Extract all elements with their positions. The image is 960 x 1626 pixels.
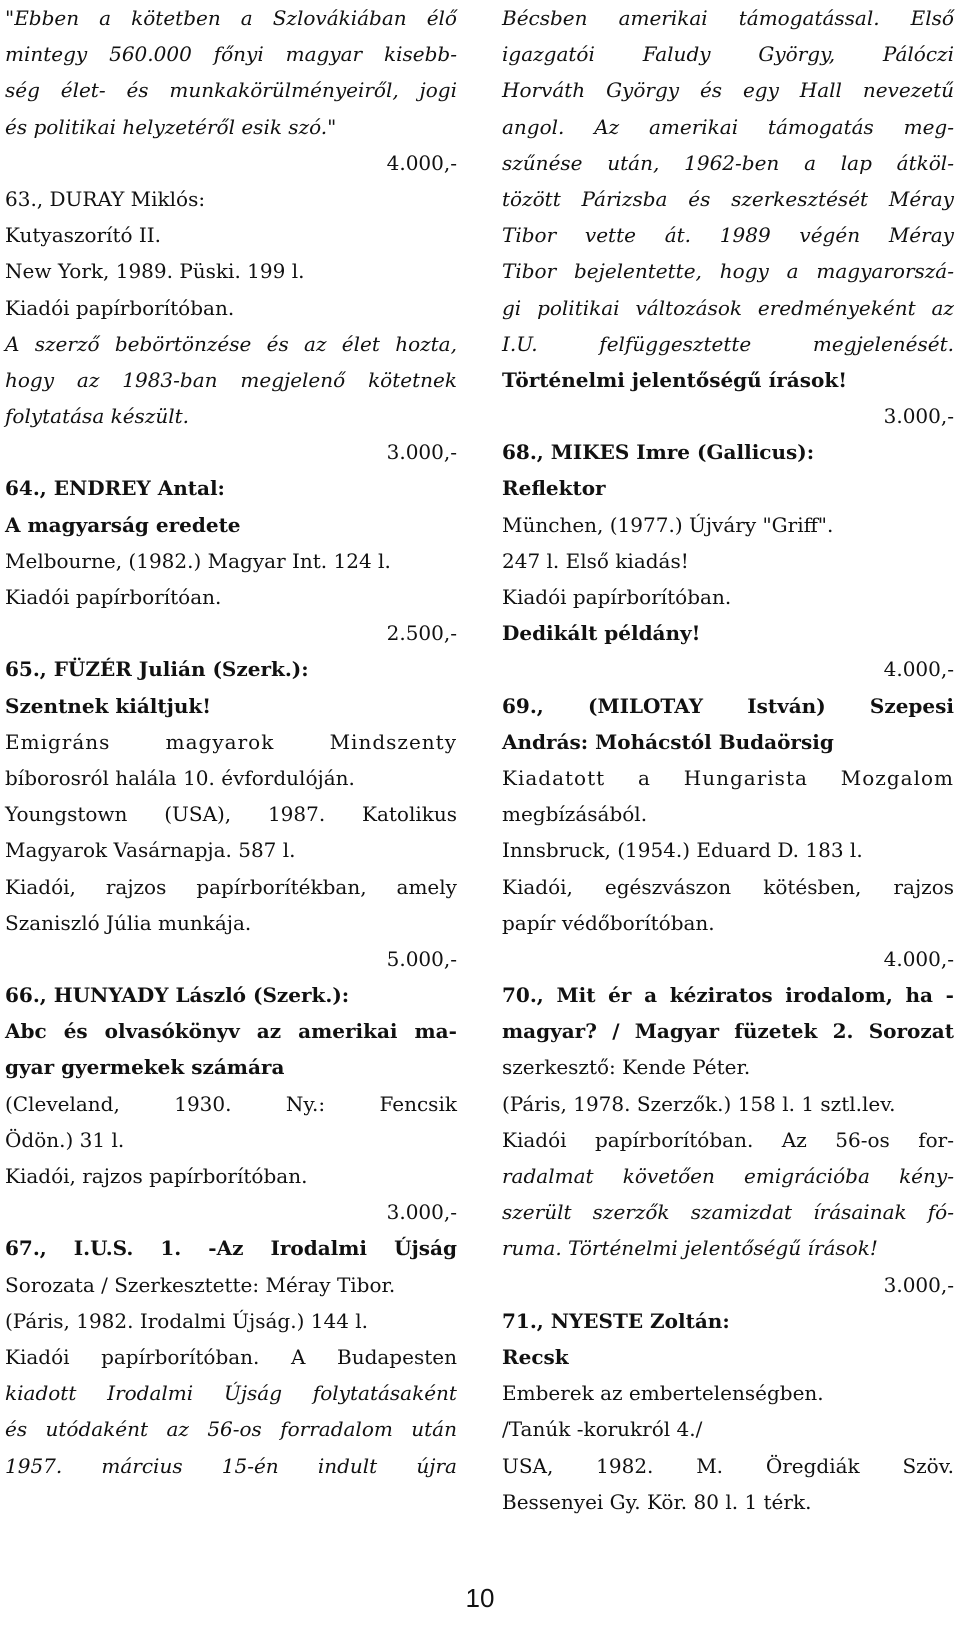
word: kötésben, <box>763 874 862 899</box>
text-line <box>5 796 457 832</box>
word: és <box>63 1019 88 1044</box>
word: magyar <box>285 42 363 67</box>
word: élet <box>341 331 380 356</box>
left-column <box>5 0 457 1484</box>
text-line: Innsbruck, (1954.) Eduard D. 183 l. <box>502 838 863 863</box>
word: gi <box>502 295 522 320</box>
word: papírborítóban. <box>101 1344 260 1369</box>
text-line <box>5 869 457 905</box>
text-line: ruma. Történelmi jelentőségű írások! <box>502 1236 878 1261</box>
text-line: Szentnek kiáltjuk! <box>5 693 212 718</box>
word: magyarorszá- <box>816 259 954 284</box>
word: Méray <box>888 223 954 248</box>
word: Kiadói, <box>502 874 573 899</box>
word: magyar? <box>502 1019 597 1044</box>
word: Újság <box>223 1381 283 1406</box>
word: az <box>304 331 327 356</box>
word: Katolikus <box>362 802 457 827</box>
text-line: Bessenyei Gy. Kör. 80 l. 1 térk. <box>502 1489 812 1514</box>
word: (USA), <box>164 802 232 827</box>
text-line <box>502 869 954 905</box>
word: 2. <box>832 1019 854 1044</box>
word: Szepesi <box>869 693 954 718</box>
text-line: András: Mohácstól Budaörsig <box>502 729 834 754</box>
text-line <box>502 977 954 1013</box>
word: a <box>644 983 658 1008</box>
word: I.U.S. <box>73 1236 134 1261</box>
right-column <box>502 0 954 1520</box>
word: 15-én <box>221 1453 279 1478</box>
word: emigrációba <box>744 1164 870 1188</box>
word: Youngstown <box>5 802 128 827</box>
word: rajzos <box>893 874 954 899</box>
word: Bécsben <box>502 6 588 30</box>
word: angol. <box>502 114 565 139</box>
text-line: Kiadói papírborítóan. <box>5 585 222 609</box>
text-line: folytatása készült. <box>5 404 190 429</box>
text-line <box>5 1375 457 1411</box>
word: a <box>240 6 253 30</box>
text-line: 63., DURAY Miklós: <box>5 186 206 211</box>
word: USA, <box>502 1453 554 1478</box>
word: Sorozat <box>868 1019 954 1044</box>
word: 1982. <box>596 1453 654 1478</box>
text-line: A magyarság eredete <box>5 512 241 537</box>
text-line: Kutyaszorító II. <box>5 223 162 248</box>
text-line: Ödön.) 31 l. <box>5 1127 125 1152</box>
word: március <box>101 1453 183 1478</box>
word: amerikai <box>618 6 708 30</box>
word: ség <box>5 78 40 103</box>
text-line <box>502 688 954 724</box>
word: radalmat <box>502 1164 594 1188</box>
word: Kiadói <box>502 1127 567 1152</box>
word: kötetben <box>131 6 221 30</box>
word: fó- <box>927 1200 954 1225</box>
text-line: 66., HUNYADY László (Szerk.): <box>5 983 350 1008</box>
word: folytatásaként <box>312 1381 457 1406</box>
text-line <box>5 1411 457 1447</box>
text-line <box>502 1013 954 1049</box>
word: István) <box>747 693 826 718</box>
word: 1. <box>160 1236 182 1261</box>
word: az <box>256 1019 282 1044</box>
text-line: Magyarok Vasárnapja. 587 l. <box>5 838 296 863</box>
word: György, <box>758 42 836 67</box>
word: a <box>99 6 112 30</box>
word: szerzők <box>592 1200 670 1225</box>
word: (MILOTAY <box>587 693 704 718</box>
word: Fencsik <box>379 1091 457 1116</box>
word: vette <box>584 223 636 248</box>
word: 1962-ben <box>684 150 780 175</box>
text-line <box>502 109 954 145</box>
word: szűnése <box>502 150 583 175</box>
word: után, <box>607 150 660 175</box>
text-line: München, (1977.) Újváry "Griff". <box>502 512 834 537</box>
word: szerkesztését <box>731 186 869 211</box>
word: Budapesten <box>337 1344 457 1369</box>
text-line: Dedikált példány! <box>502 621 701 646</box>
word: és <box>699 78 723 103</box>
word: lap <box>840 150 872 175</box>
word: élet- <box>60 78 106 103</box>
text-line <box>5 326 457 362</box>
word: a <box>638 765 651 790</box>
word: főnyi <box>213 42 264 67</box>
text-line: 71., NYESTE Zoltán: <box>502 1308 730 1333</box>
price-line: 4.000,- <box>386 150 457 175</box>
word: végén <box>799 223 861 248</box>
word: munkakörülményeiről, <box>169 78 399 103</box>
word: hogy <box>719 259 769 284</box>
text-line: Recsk <box>502 1344 569 1369</box>
word: Magyar <box>634 1019 719 1044</box>
word: - <box>945 983 954 1008</box>
text-line <box>502 181 954 217</box>
word: Kiadói, <box>5 874 76 899</box>
word: átköl- <box>896 150 954 175</box>
word: magyarok <box>165 729 275 754</box>
word: a <box>804 150 817 175</box>
text-line <box>502 1122 954 1158</box>
word: megjelenő <box>240 367 346 392</box>
text-line: New York, 1989. Püski. 199 l. <box>5 259 305 284</box>
word: kiadott <box>5 1381 77 1406</box>
word: politikai <box>537 295 620 320</box>
word: papírborítékban, <box>196 874 367 899</box>
word: szamizdat <box>690 1200 793 1225</box>
word: és <box>688 186 711 211</box>
text-line: Szaniszló Júlia munkája. <box>5 910 252 935</box>
word: újra <box>416 1453 457 1478</box>
word: Emigráns <box>5 729 111 754</box>
price-line: 4.000,- <box>883 946 954 971</box>
text-line: Sorozata / Szerkesztette: Méray Tibor. <box>5 1272 396 1297</box>
text-line <box>502 1448 954 1484</box>
word: rajzos <box>105 874 167 899</box>
word: után <box>411 1417 457 1442</box>
word: bejelentette, <box>573 259 702 284</box>
text-line <box>5 1013 457 1049</box>
word: bebörtönzése <box>114 331 252 356</box>
word: utódaként <box>45 1417 149 1442</box>
word: 1987. <box>267 802 326 827</box>
word: kisebb- <box>384 42 457 67</box>
text-line: papír védőborítóban. <box>502 910 715 935</box>
text-line: 68., MIKES Imre (Gallicus): <box>502 440 815 465</box>
word: Pálóczi <box>882 42 954 67</box>
text-line: Reflektor <box>502 476 606 501</box>
word: Hungarista <box>683 765 808 790</box>
word: támogatás <box>767 114 874 139</box>
word: A <box>290 1344 306 1369</box>
word: a <box>786 259 799 284</box>
word: Méray <box>888 186 954 211</box>
word: papírborítóban. <box>594 1127 754 1152</box>
word: I.U. <box>502 331 538 356</box>
price-line: 3.000,- <box>883 1272 954 1297</box>
word: Párizsba <box>581 186 668 211</box>
word: 1989 <box>719 223 771 248</box>
text-line <box>502 1158 954 1194</box>
word: amerikai <box>298 1019 398 1044</box>
text-line <box>502 290 954 326</box>
word: Az <box>594 114 620 139</box>
word: 67., <box>5 1236 47 1261</box>
word: át. <box>664 223 692 248</box>
word: egy <box>742 78 779 103</box>
text-line <box>502 145 954 181</box>
word: amerikai <box>648 114 739 139</box>
word: Öregdiák <box>765 1453 860 1478</box>
text-line <box>502 760 954 796</box>
word: Faludy <box>642 42 711 67</box>
word: változások <box>635 295 743 320</box>
word: igazgatói <box>502 42 595 67</box>
word: Tibor <box>502 223 557 248</box>
word: mintegy <box>5 42 88 67</box>
word: kötetnek <box>368 367 457 392</box>
word: kény- <box>899 1164 954 1188</box>
word: Újság <box>394 1236 457 1261</box>
word: az <box>166 1417 189 1442</box>
word: Szlovákiában <box>272 6 407 30</box>
word: ha <box>905 983 933 1008</box>
text-line <box>5 72 457 108</box>
word: jogi <box>419 78 457 103</box>
word: tözött <box>502 186 561 211</box>
price-line: 3.000,- <box>386 440 457 465</box>
word: szerző <box>34 331 100 356</box>
word: Hall <box>799 78 842 103</box>
word: Első <box>910 6 954 30</box>
text-line: Emberek az embertelenségben. <box>502 1381 824 1406</box>
price-line: 2.500,- <box>386 621 457 646</box>
text-line <box>502 253 954 289</box>
word: az <box>931 295 954 320</box>
text-line <box>502 72 954 108</box>
word: indult <box>317 1453 378 1478</box>
text-line: Kiadói papírborítóban. <box>5 295 235 320</box>
word: szerült <box>502 1200 572 1225</box>
text-line: Kiadói, rajzos papírborítóban. <box>5 1164 308 1188</box>
word: "Ebben <box>5 6 80 30</box>
word: megjelenését. <box>812 331 954 356</box>
word: for- <box>918 1127 954 1152</box>
word: élő <box>426 6 457 30</box>
word: Abc <box>5 1019 47 1044</box>
text-line <box>5 1230 457 1266</box>
word: Mit <box>556 983 596 1008</box>
word: Mozgalom <box>840 765 954 790</box>
price-line: 5.000,- <box>386 946 457 971</box>
text-line <box>502 217 954 253</box>
price-line: 3.000,- <box>386 1200 457 1225</box>
text-line <box>5 724 457 760</box>
word: nevezetű <box>862 78 954 103</box>
word: 56-os <box>207 1417 262 1442</box>
text-line <box>5 362 457 398</box>
word: és <box>266 331 289 356</box>
word: A <box>5 331 20 356</box>
word: eredményeként <box>757 295 916 320</box>
word: 56-os <box>835 1127 890 1152</box>
text-line <box>5 0 457 36</box>
word: Kiadói <box>5 1344 70 1369</box>
word: 1983-ban <box>122 367 218 392</box>
word: amely <box>396 874 457 899</box>
word: írásainak <box>813 1200 907 1225</box>
word: forradalom <box>280 1417 393 1442</box>
text-line: bíborosról halála 10. évfordulóján. <box>5 765 355 790</box>
text-line: és politikai helyzetéről esik szó." <box>5 114 337 139</box>
word: 69., <box>502 693 544 718</box>
word: egészvászon <box>604 874 732 899</box>
text-line <box>502 0 954 36</box>
word: ma- <box>414 1019 457 1044</box>
word: hogy <box>5 367 55 392</box>
word: felfüggesztette <box>599 331 752 356</box>
word: György <box>606 78 680 103</box>
text-line: (Páris, 1982. Irodalmi Újság.) 144 l. <box>5 1308 369 1333</box>
text-line: szerkesztő: Kende Péter. <box>502 1055 751 1080</box>
text-line: 65., FÜZÉR Julián (Szerk.): <box>5 657 309 682</box>
price-line: 4.000,- <box>883 657 954 682</box>
word: kéziratos <box>669 983 773 1008</box>
word: irodalom, <box>785 983 893 1008</box>
price-line: 3.000,- <box>883 404 954 429</box>
word: / <box>612 1019 620 1044</box>
word: 1957. <box>5 1453 63 1478</box>
text-line <box>5 36 457 72</box>
word: támogatással. <box>738 6 880 30</box>
text-line: /Tanúk -korukról 4./ <box>502 1417 703 1442</box>
word: -Az <box>208 1236 244 1261</box>
text-line: 247 l. Első kiadás! <box>502 548 689 573</box>
word: 560.000 <box>109 42 192 67</box>
word: Irodalmi <box>107 1381 194 1406</box>
page-number: 10 <box>465 1583 495 1613</box>
text-line: megbízásából. <box>502 802 648 827</box>
text-line: Kiadói papírborítóban. <box>502 585 732 609</box>
word: az <box>76 367 100 392</box>
word: Tibor <box>502 259 557 284</box>
text-line: Melbourne, (1982.) Magyar Int. 124 l. <box>5 548 391 573</box>
word: Ny.: <box>285 1091 326 1116</box>
word: Irodalmi <box>270 1236 368 1261</box>
text-line <box>502 1194 954 1230</box>
word: 70., <box>502 983 544 1008</box>
word: Kiadatott <box>502 765 606 790</box>
word: és <box>5 1417 28 1442</box>
word: Szöv. <box>902 1453 954 1478</box>
word: füzetek <box>734 1019 818 1044</box>
text-line <box>5 1339 457 1375</box>
word: (Cleveland, <box>5 1091 120 1116</box>
text-line: (Páris, 1978. Szerzők.) 158 l. 1 sztl.lev. <box>502 1091 896 1116</box>
word: M. <box>696 1453 724 1478</box>
word: 1930. <box>174 1091 232 1116</box>
text-line <box>5 1448 457 1484</box>
text-line <box>5 1086 457 1122</box>
word: hozta, <box>395 331 457 356</box>
text-line <box>502 36 954 72</box>
word: meg- <box>903 114 954 139</box>
word: és <box>126 78 149 103</box>
word: olvasókönyv <box>104 1019 240 1044</box>
word: Mindszenty <box>329 729 457 754</box>
word: Az <box>781 1127 807 1152</box>
word: ér <box>608 983 632 1008</box>
word: követően <box>622 1164 715 1188</box>
word: Horváth <box>502 78 586 103</box>
text-line: Történelmi jelentőségű írások! <box>502 367 847 392</box>
text-line <box>502 326 954 362</box>
text-line: gyar gyermekek számára <box>5 1055 285 1080</box>
text-line: 64., ENDREY Antal: <box>5 476 225 501</box>
